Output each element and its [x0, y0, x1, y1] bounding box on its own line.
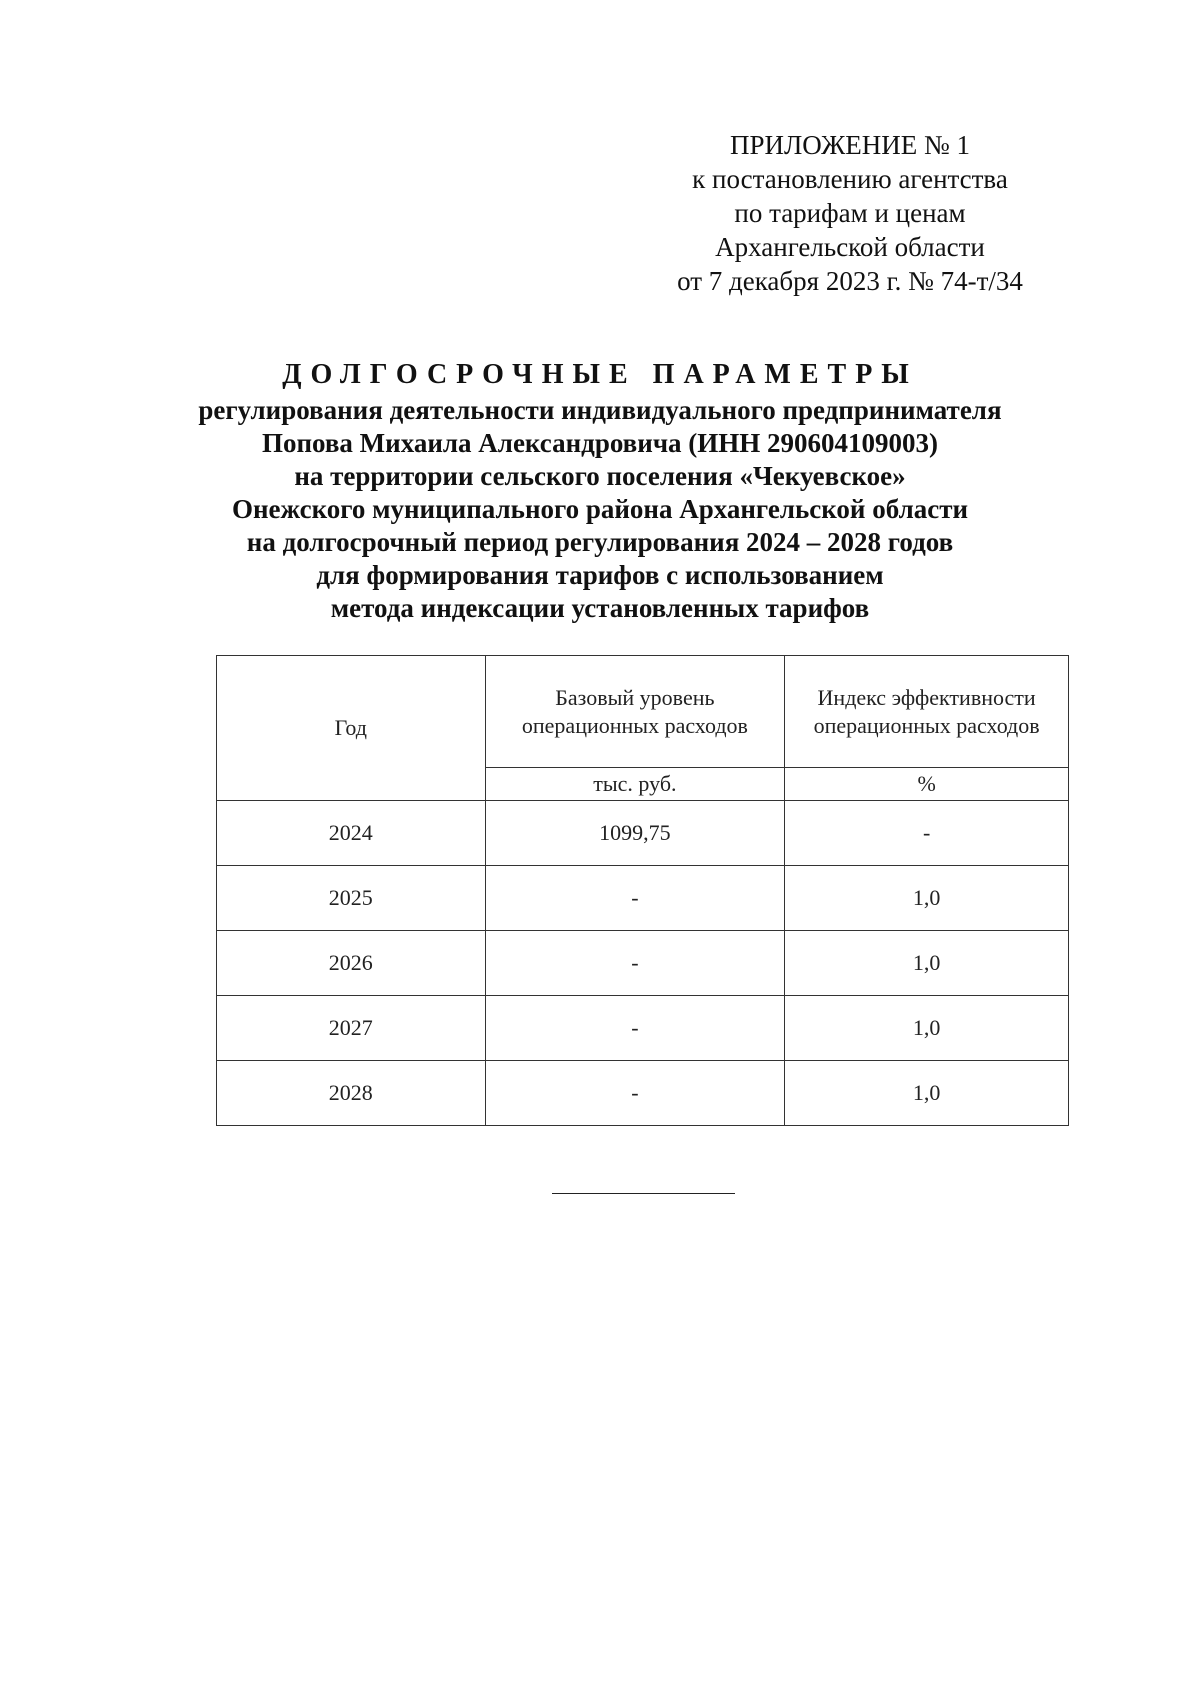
table-row [217, 866, 1069, 931]
title-heading: ДОЛГОСРОЧНЫЕ ПАРАМЕТРЫ [282, 359, 918, 390]
cell-index: 1,0 [785, 931, 1069, 996]
cell-year: 2026 [217, 931, 486, 996]
cell-year: 2025 [217, 866, 486, 931]
appendix-date-number: от 7 декабря 2023 г. № 74-т/34 [677, 266, 1023, 296]
cell-base: - [485, 931, 785, 996]
cell-base: - [485, 1061, 785, 1126]
cell-base: 1099,75 [485, 801, 785, 866]
title-line: метода индексации установленных тарифов [330, 593, 870, 623]
appendix-number: ПРИЛОЖЕНИЕ № 1 [729, 130, 971, 160]
appendix-ref-line: Архангельской области [715, 232, 985, 262]
unit-base: тыс. руб. [485, 768, 785, 801]
table-header-row [217, 656, 1069, 768]
cell-year: 2027 [217, 996, 486, 1061]
header-base-level: Базовый уровень операционных расходов [485, 656, 785, 768]
title-line: на территории сельского поселения «Чекуевское» [294, 461, 906, 491]
table-row [217, 801, 1069, 866]
cell-index: 1,0 [785, 1061, 1069, 1126]
title-line: регулирования деятельности индивидуального предпринимателя [198, 395, 1002, 425]
title-line: Попова Михаила Александровича (ИНН 290604109003) [261, 428, 939, 458]
table-row [217, 1061, 1069, 1126]
header-efficiency-index: Индекс эффективности операционных расходов [785, 656, 1069, 768]
cell-year: 2028 [217, 1061, 486, 1126]
appendix-header [640, 128, 1060, 298]
cell-base: - [485, 866, 785, 931]
title-line: на долгосрочный период регулирования 2024 – 2028 годов [246, 527, 954, 557]
cell-index: - [785, 801, 1069, 866]
document-title [150, 358, 1050, 625]
unit-index: % [785, 768, 1069, 801]
appendix-ref-line: по тарифам и ценам [734, 198, 966, 228]
table-row [217, 931, 1069, 996]
appendix-ref-line: к постановлению агентства [692, 164, 1008, 194]
end-divider [552, 1193, 735, 1194]
header-year: Год [217, 656, 486, 801]
title-line: для формирования тарифов с использованием [316, 560, 884, 590]
cell-base: - [485, 996, 785, 1061]
cell-index: 1,0 [785, 996, 1069, 1061]
title-line: Онежского муниципального района Архангельской области [231, 494, 969, 524]
cell-year: 2024 [217, 801, 486, 866]
table-row [217, 996, 1069, 1061]
cell-index: 1,0 [785, 866, 1069, 931]
parameters-table [216, 655, 1069, 1126]
